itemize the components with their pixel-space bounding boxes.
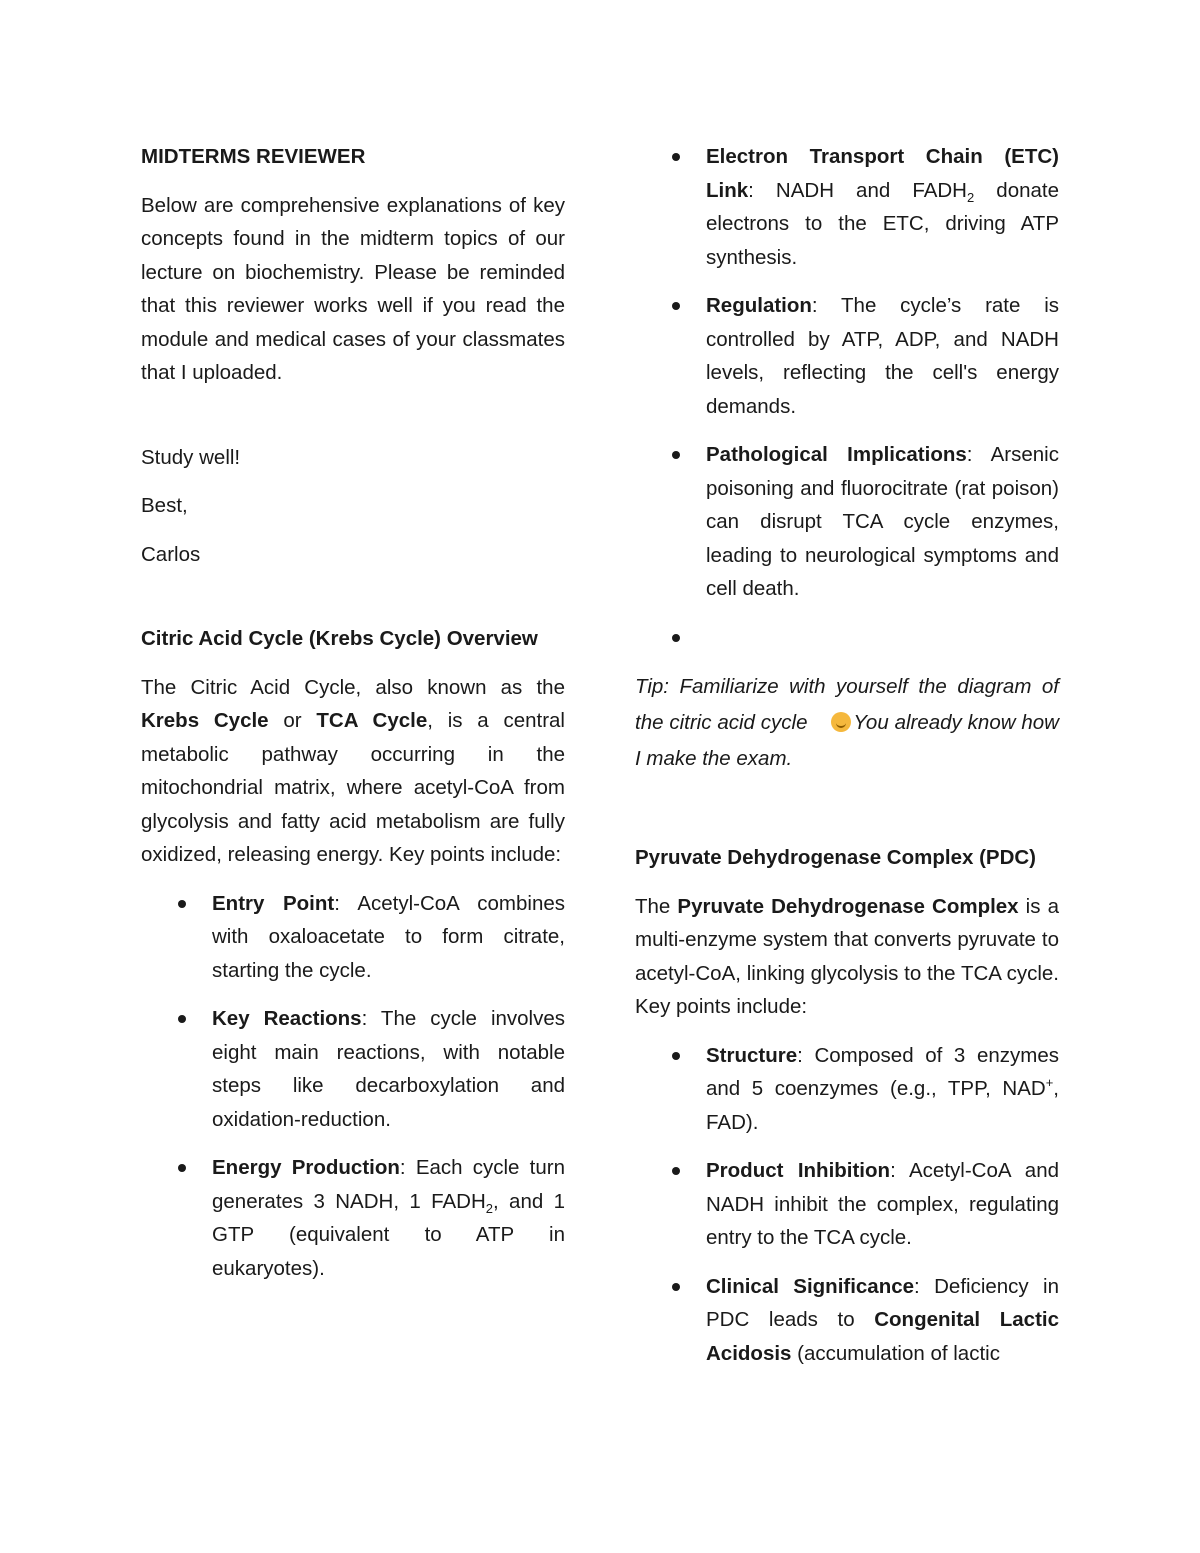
smiley-emoji-icon [831,712,851,732]
best-line: Best, [141,494,188,517]
tca-key-points [141,887,565,1286]
list-item: Pathological Implications: Arsenic poisoning and fluorocitrate (rat poison) can disrupt TCA cycle enzymes, leading to neurological symptoms and cell death. [635,438,1059,606]
bullet-icon [672,1283,680,1291]
list-item: Structure: Composed of 3 enzymes and 5 coenzymes (e.g., TPP, NAD+, FAD). [635,1039,1059,1140]
document-title: MIDTERMS REVIEWER [141,145,366,168]
bullet-icon [672,302,680,310]
pdc-key-points [635,1039,1059,1371]
list-item: Clinical Significance: Deficiency in PDC leads to Congenital Lactic Acidosis (accumulation of lactic [635,1270,1059,1371]
bullet-icon [178,900,186,908]
list-item: Key Reactions: The cycle involves eight main reactions, with notable steps like decarboxylation and oxidation-reduction. [141,1002,565,1136]
bullet-icon [672,1167,680,1175]
left-column [141,140,565,1300]
bullet-icon [672,153,680,161]
list-item: Electron Transport Chain (ETC) Link: NADH and $FADH_2$ donate electrons to the ETC, driving ATP synthesis. [635,140,1059,274]
intro-paragraph: Below are comprehensive explanations of key concepts found in the midterm topics of our lecture on biochemistry. Please be reminded that this reviewer works well if you read the module and medical cases of your classmates that I uploaded. [141,193,565,384]
bullet-icon [178,1015,186,1023]
bullet-icon [672,451,680,459]
bullet-icon [672,1052,680,1060]
list-item: Regulation: The cycle’s rate is controlled by ATP, ADP, and NADH levels, reflecting the cell's energy demands. [635,289,1059,423]
study-tip: Tip: Familiarize with yourself the diagram of the citric acid cycle You already know how I make the exam. [635,675,1059,770]
study-well-line: Study well! [141,445,241,469]
pdc-heading: Pyruvate Dehydrogenase Complex (PDC) [635,846,1037,869]
bullet-icon [178,1164,186,1172]
list-item: Product Inhibition: Acetyl-CoA and NADH inhibit the complex, regulating entry to the TCA cycle. [635,1154,1059,1255]
bullet-icon [672,634,680,642]
list-item: Entry Point: Acetyl-CoA combines with oxaloacetate to form citrate, starting the cycle. [141,887,565,988]
pdc-intro-paragraph: The Pyruvate Dehydrogenase Complex is a multi-enzyme system that converts pyruvate to acetyl-CoA, linking glycolysis to the TCA cycle. Key points include: [635,894,1059,1018]
author-name: Carlos [141,542,201,566]
tca-intro-paragraph: The Citric Acid Cycle, also known as the Krebs Cycle or TCA Cycle, is a central metabolic pathway occurring in the mitochondrial matrix, where acetyl-CoA from glycolysis and fatty acid metabolism are fully oxidized, releasing energy. Key points include: [141,675,565,866]
right-column [635,140,1059,1385]
tca-heading: Citric Acid Cycle (Krebs Cycle) Overview [141,627,538,650]
tca-key-points-continued [635,140,1059,654]
list-item: Energy Production: Each cycle turn generates 3 NADH, 1 $FADH_2$, and 1 GTP (equivalent to ATP in eukaryotes). [141,1151,565,1285]
empty-list-item [635,621,1059,655]
